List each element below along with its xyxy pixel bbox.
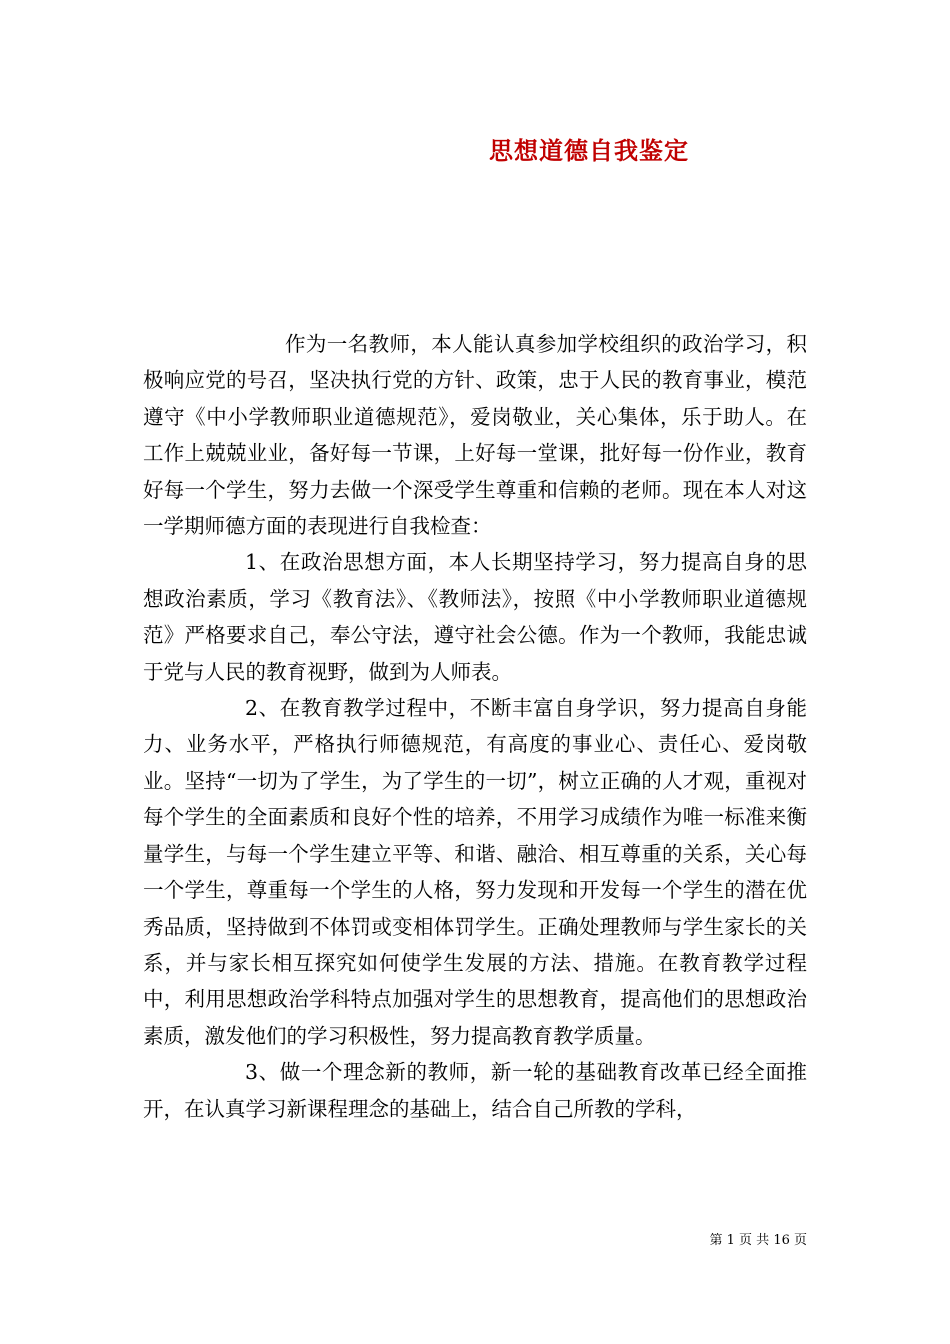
paragraph-item-1: 1、在政治思想方面，本人长期坚持学习，努力提高自身的思想政治素质，学习《教育法》、《教师法》，按照《中小学教师职业道德规范》严格要求自己，奉公守法，遵守社会公德。作为一个教师，我能忠诚于党与人民的教育视野，做到为人师表。: [143, 550, 807, 684]
document-title: 思想道德自我鉴定: [489, 136, 689, 165]
paragraph-item-3: 3、做一个理念新的教师，新一轮的基础教育改革已经全面推开，在认真学习新课程理念的基础上，结合自己所教的学科，: [143, 1060, 807, 1121]
paragraph-intro: 作为一名教师，本人能认真参加学校组织的政治学习，积极响应党的号召，坚决执行党的方针、政策，忠于人民的教育事业，模范遵守《中小学教师职业道德规范》，爱岗敬业，关心集体，乐于助人。在工作上兢兢业业，备好每一节课，上好每一堂课，批好每一份作业，教育好每一个学生，努力去做一个深受学生尊重和信赖的老师。现在本人对这一学期师德方面的表现进行自我检查：: [143, 332, 807, 539]
paragraph-item-2: 2、在教育教学过程中，不断丰富自身学识，努力提高自身能力、业务水平，严格执行师德规范，有高度的事业心、责任心、爱岗敬业。坚持“一切为了学生，为了学生的一切”，树立正确的人才观，重视对每个学生的全面素质和良好个性的培养，不用学习成绩作为唯一标准来衡量学生，与每一个学生建立平等、和谐、融洽、相互尊重的关系，关心每一个学生，尊重每一个学生的人格，努力发现和开发每一个学生的潜在优秀品质，坚持做到不体罚或变相体罚学生。正确处理教师与学生家长的关系，并与家长相互探究如何使学生发展的方法、措施。在教育教学过程中，利用思想政治学科特点加强对学生的思想教育，提高他们的思想政治素质，激发他们的学习积极性，努力提高教育教学质量。: [143, 696, 807, 1048]
document-body: [143, 326, 807, 1127]
page-number: 第 1 页 共 16 页: [709, 1233, 807, 1248]
